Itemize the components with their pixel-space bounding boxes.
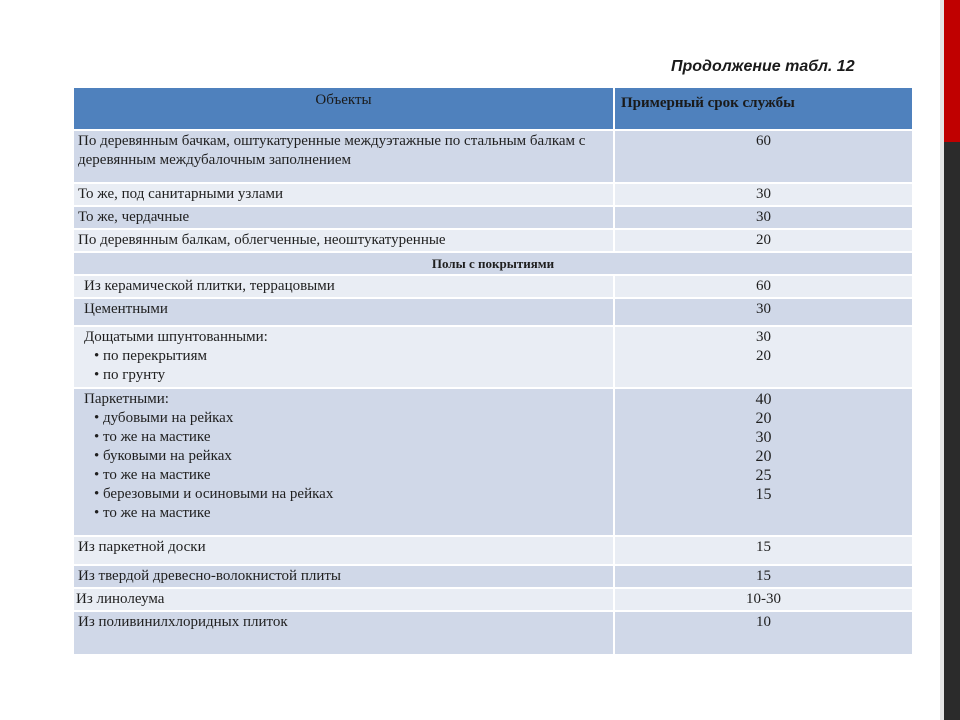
row-object: То же, чердачные bbox=[73, 206, 614, 229]
group-item: • березовыми и осиновыми на рейках bbox=[94, 486, 334, 502]
table-row bbox=[73, 565, 913, 588]
row-life: 10-30 bbox=[614, 588, 913, 611]
row-object: То же, под санитарными узлами bbox=[73, 183, 614, 206]
table-header-row bbox=[73, 87, 913, 130]
group-value: 30 bbox=[755, 429, 772, 446]
header-service-life: Примерный срок службы bbox=[614, 87, 913, 130]
group-item: • дубовыми на рейках bbox=[94, 410, 234, 426]
row-object: По деревянным балкам, облегченные, неоштукатуренные bbox=[73, 229, 614, 252]
group-title: Паркетными: bbox=[84, 391, 169, 407]
group-value: 20 bbox=[755, 448, 772, 465]
table-row bbox=[73, 298, 913, 326]
table-row bbox=[73, 229, 913, 252]
row-object: Цементными bbox=[73, 298, 614, 326]
row-object: Из паркетной доски bbox=[73, 536, 614, 565]
group-value: 25 bbox=[755, 467, 772, 484]
row-life-group bbox=[614, 326, 913, 388]
group-title: Дощатыми шпунтованными: bbox=[84, 329, 268, 345]
side-accent-red bbox=[944, 0, 960, 142]
header-objects: Объекты bbox=[73, 87, 614, 130]
row-object-group bbox=[73, 388, 614, 536]
group-item: • то же на мастике bbox=[94, 429, 211, 445]
table-row bbox=[73, 611, 913, 655]
group-value: 20 bbox=[756, 348, 771, 364]
row-object: Из поливинилхлоридных плиток bbox=[73, 611, 614, 655]
group-value: 30 bbox=[756, 329, 771, 345]
row-life: 10 bbox=[614, 611, 913, 655]
group-value: 20 bbox=[755, 410, 772, 427]
table-row bbox=[73, 536, 913, 565]
table-row bbox=[73, 588, 913, 611]
row-object: По деревянным бачкам, оштукатуренные междуэтажные по стальным балкам с деревянным междубалочным заполнением bbox=[73, 130, 614, 183]
row-object: Из линолеума bbox=[73, 588, 614, 611]
group-item: • то же на мастике bbox=[94, 467, 211, 483]
row-life: 15 bbox=[614, 565, 913, 588]
row-life: 30 bbox=[614, 298, 913, 326]
group-value: 40 bbox=[755, 391, 772, 408]
table-row bbox=[73, 326, 913, 388]
row-object: Из керамической плитки, террацовыми bbox=[73, 275, 614, 298]
row-object-group bbox=[73, 326, 614, 388]
table-row bbox=[73, 130, 913, 183]
row-object: Из твердой древесно-волокнистой плиты bbox=[73, 565, 614, 588]
row-life: 30 bbox=[614, 183, 913, 206]
group-item: • буковыми на рейках bbox=[94, 448, 232, 464]
row-life: 15 bbox=[614, 536, 913, 565]
row-life: 30 bbox=[614, 206, 913, 229]
row-life: 60 bbox=[614, 130, 913, 183]
table-caption: Продолжение табл. 12 bbox=[671, 58, 855, 75]
row-life-group bbox=[614, 388, 913, 536]
group-item: • по грунту bbox=[94, 367, 166, 383]
service-life-table bbox=[72, 86, 914, 656]
row-life: 20 bbox=[614, 229, 913, 252]
section-title: Полы с покрытиями bbox=[73, 252, 913, 275]
section-row bbox=[73, 252, 913, 275]
table-row bbox=[73, 275, 913, 298]
row-life: 60 bbox=[614, 275, 913, 298]
table-row bbox=[73, 388, 913, 536]
group-item: • то же на мастике bbox=[94, 505, 211, 521]
table-row bbox=[73, 183, 913, 206]
group-value: 15 bbox=[755, 486, 772, 503]
group-item: • по перекрытиям bbox=[94, 348, 207, 364]
table-row bbox=[73, 206, 913, 229]
